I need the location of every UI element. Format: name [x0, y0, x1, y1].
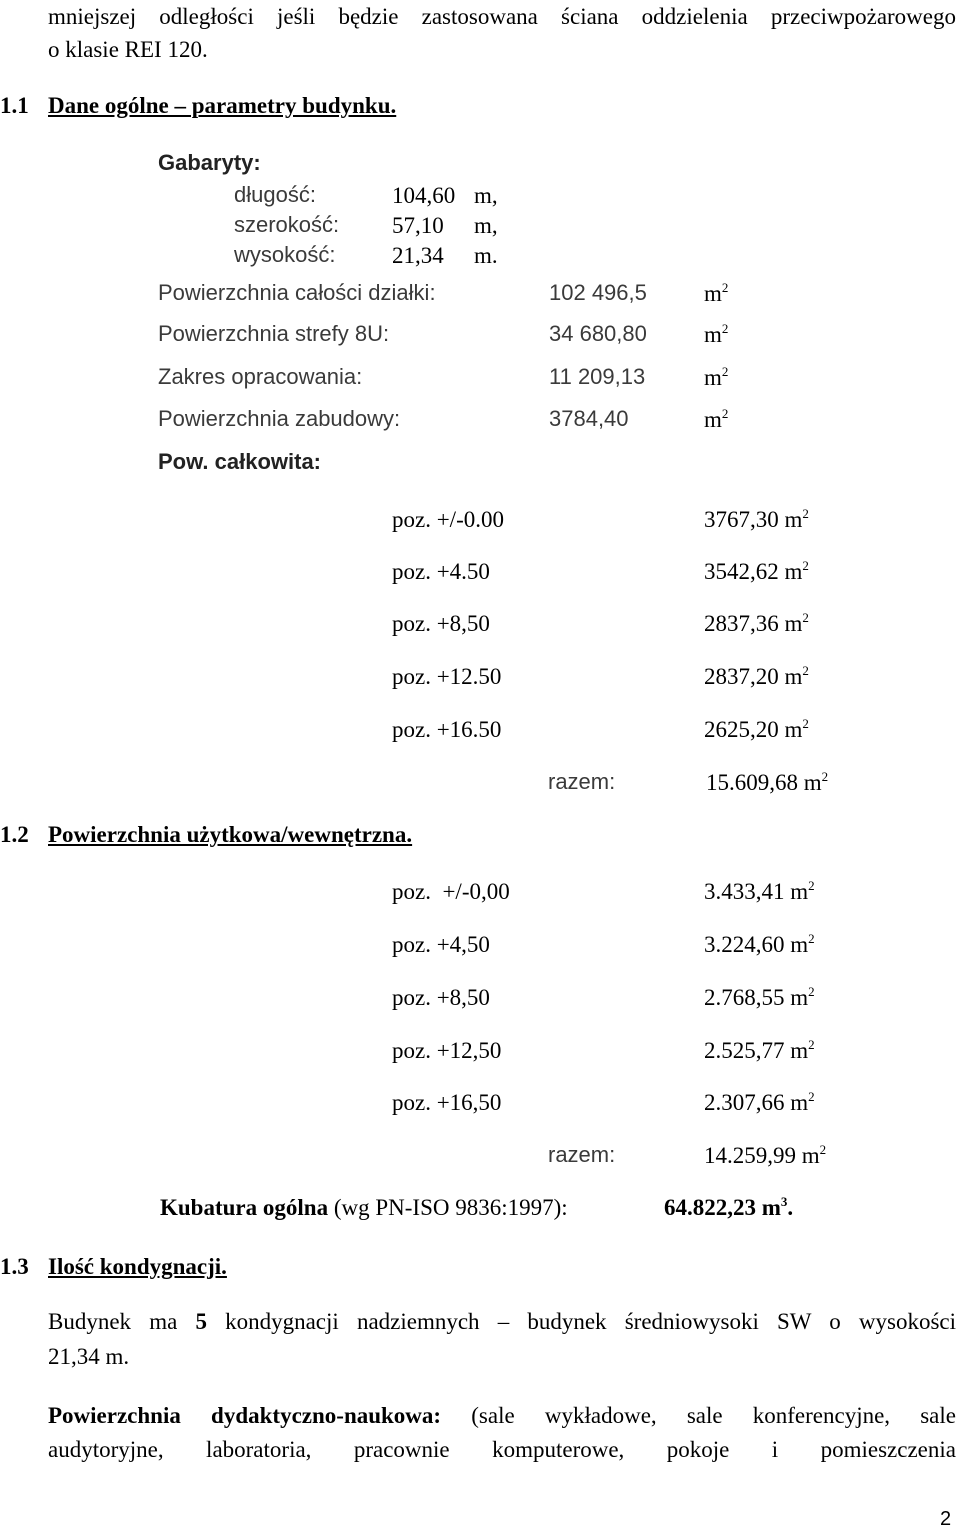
- uzytkowa-value: 3.224,60 $m^2$: [704, 931, 815, 957]
- section-1-3-number: 1.3: [0, 1254, 29, 1279]
- section-1-2-number: 1.2: [0, 822, 29, 847]
- area-zakres-value: 11 209,13: [549, 364, 646, 389]
- area-strefa-value: 34 680,80: [549, 321, 647, 346]
- uzytkowa-value: 2.525,77 $m^2$: [704, 1037, 815, 1063]
- uzytkowa-value: 2.307,66 $m^2$: [704, 1089, 815, 1115]
- pow-calkowita-total-label: razem:: [548, 769, 616, 794]
- gabaryty-wysokosc-value: 21,34: [392, 243, 444, 268]
- dydaktyczna-line-2: audytoryjne, laboratoria, pracownie komputerowe, pokoje i pomieszczenia: [48, 1437, 956, 1462]
- budynek-line-1: Budynek ma 5 kondygnacji nadziemnych – budynek średniowysoki SW o wysokości: [48, 1309, 957, 1334]
- gabaryty-dlugosc-label: długość:: [234, 182, 316, 207]
- area-strefa-unit: $m^2$: [704, 321, 729, 347]
- area-zakres-label: Zakres opracowania:: [158, 364, 363, 389]
- pow-calkowita-value: 3767,30 $m^2$: [704, 506, 809, 532]
- uzytkowa-level: poz. +4,50: [392, 932, 490, 957]
- pow-calkowita-level: poz. +4.50: [392, 559, 490, 584]
- pow-calkowita-value: 2837,36 $m^2$: [704, 610, 809, 636]
- pow-calkowita-value: 2837,20 $m^2$: [704, 663, 809, 689]
- section-1-1-title: Dane ogólne – parametry budynku.: [48, 93, 397, 118]
- pow-calkowita-level: poz. +/-0.00: [392, 507, 504, 532]
- pow-calkowita-level: poz. +16.50: [392, 717, 502, 742]
- pow-calkowita-level: poz. +12.50: [392, 664, 502, 689]
- uzytkowa-value: 3.433,41 $m^2$: [704, 878, 815, 904]
- page-number: 2: [940, 1508, 952, 1530]
- area-dzialka-value: 102 496,5: [549, 280, 647, 305]
- area-zakres-unit: $m^2$: [704, 364, 729, 390]
- area-zabudowa-unit: $m^2$: [704, 406, 729, 432]
- budynek-line-2: 21,34 m.: [48, 1344, 130, 1369]
- gabaryty-szerokosc-value: 57,10: [392, 213, 444, 238]
- area-zabudowa-value: 3784,40: [549, 406, 629, 431]
- uzytkowa-level: poz. +12,50: [392, 1038, 502, 1063]
- gabaryty-szerokosc-label: szerokość:: [234, 212, 340, 237]
- gabaryty-label: Gabaryty:: [158, 150, 261, 175]
- section-1-3-title: Ilość kondygnacji.: [48, 1254, 227, 1279]
- gabaryty-dlugosc-unit: m,: [474, 183, 498, 208]
- uzytkowa-level: poz. +/-0,00: [392, 879, 510, 904]
- area-dzialka-label: Powierzchnia całości działki:: [158, 280, 436, 305]
- kubatura-label: Kubatura ogólna (wg PN-ISO 9836:1997):: [160, 1195, 568, 1220]
- pow-calkowita-level: poz. +8,50: [392, 611, 490, 636]
- pow-calkowita-value: 3542,62 $m^2$: [704, 558, 809, 584]
- area-strefa-label: Powierzchnia strefy 8U:: [158, 321, 390, 346]
- pow-calkowita-label: Pow. całkowita:: [158, 449, 322, 474]
- dydaktyczna-line-1: Powierzchnia dydaktyczno-naukowa: (sale wykładowe, sale konferencyjne, sale: [48, 1403, 956, 1428]
- intro-line-1: mniejszej odległości jeśli będzie zastosowana ściana oddzielenia przeciwpożarowego: [48, 4, 956, 29]
- uzytkowa-value: 2.768,55 $m^2$: [704, 984, 815, 1010]
- gabaryty-dlugosc-value: 104,60: [392, 183, 456, 208]
- pow-calkowita-value: 2625,20 $m^2$: [704, 716, 809, 742]
- gabaryty-szerokosc-unit: m,: [474, 213, 498, 238]
- area-zabudowa-label: Powierzchnia zabudowy:: [158, 406, 401, 431]
- area-dzialka-unit: $m^2$: [704, 280, 729, 306]
- uzytkowa-total-label: razem:: [548, 1142, 616, 1167]
- intro-line-2: o klasie REI 120.: [48, 37, 208, 62]
- uzytkowa-total-value: 14.259,99 $m^2$: [704, 1142, 827, 1168]
- pow-calkowita-total-value: 15.609,68 $m^2$: [706, 769, 829, 795]
- kubatura-value: 64.822,23 $m^3$.: [664, 1194, 794, 1220]
- gabaryty-wysokosc-unit: m.: [474, 243, 498, 268]
- gabaryty-wysokosc-label: wysokość:: [234, 242, 336, 267]
- uzytkowa-level: poz. +8,50: [392, 985, 490, 1010]
- section-1-1-number: 1.1: [0, 93, 29, 118]
- uzytkowa-level: poz. +16,50: [392, 1090, 502, 1115]
- section-1-2-title: Powierzchnia użytkowa/wewnętrzna.: [48, 822, 413, 847]
